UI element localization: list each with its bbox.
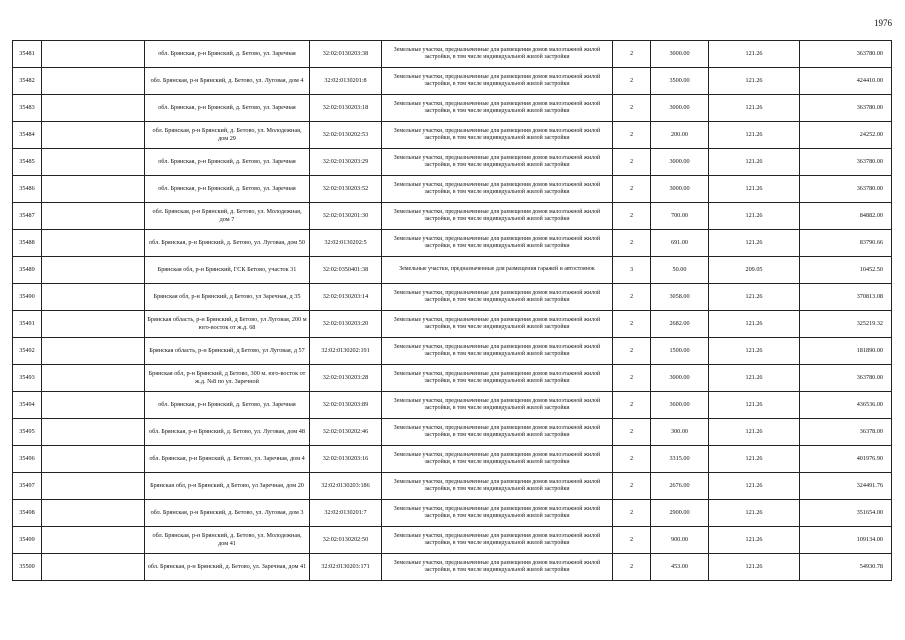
row-area: 691.00 xyxy=(651,230,709,257)
row-id: 35489 xyxy=(13,257,42,284)
row-id: 35495 xyxy=(13,419,42,446)
row-cadastral-number: 32:02:0130203:20 xyxy=(310,311,382,338)
row-cadastral-value: 351654.00 xyxy=(800,500,892,527)
row-cadastral-number: 32:02:0130201:8 xyxy=(310,68,382,95)
row-group: 2 xyxy=(613,176,651,203)
row-land-use: Земельные участки, предназначенные для размещения домов малоэтажной жилой застройки, в том числе индивидуальной жилой застройки xyxy=(382,365,613,392)
row-rate: 121.26 xyxy=(709,284,800,311)
row-id: 35492 xyxy=(13,338,42,365)
row-cadastral-number: 32:02:0130202:5 xyxy=(310,230,382,257)
row-area: 3000.00 xyxy=(651,95,709,122)
row-spacer xyxy=(42,392,145,419)
row-spacer xyxy=(42,95,145,122)
row-cadastral-value: 401976.90 xyxy=(800,446,892,473)
row-cadastral-value: 84882.00 xyxy=(800,203,892,230)
row-rate: 121.26 xyxy=(709,446,800,473)
row-area: 1500.00 xyxy=(651,338,709,365)
table-row xyxy=(13,95,892,122)
row-address: обл. Брянская, р-н Брянский, д. Бетово, ул. Заречная xyxy=(145,41,310,68)
row-cadastral-number: 32:02:0130203:38 xyxy=(310,41,382,68)
row-cadastral-value: 181890.00 xyxy=(800,338,892,365)
table-row xyxy=(13,554,892,581)
row-group: 2 xyxy=(613,554,651,581)
row-cadastral-number: 32:02:0130202:46 xyxy=(310,419,382,446)
row-group: 2 xyxy=(613,68,651,95)
row-land-use: Земельные участки, предназначенные для размещения гаражей и автостоянок xyxy=(382,257,613,284)
row-rate: 121.26 xyxy=(709,392,800,419)
table-row xyxy=(13,122,892,149)
row-id: 35482 xyxy=(13,68,42,95)
row-land-use: Земельные участки, предназначенные для размещения домов малоэтажной жилой застройки, в том числе индивидуальной жилой застройки xyxy=(382,500,613,527)
row-group: 2 xyxy=(613,500,651,527)
row-id: 35491 xyxy=(13,311,42,338)
table-row xyxy=(13,176,892,203)
table-row xyxy=(13,230,892,257)
row-cadastral-value: 10452.50 xyxy=(800,257,892,284)
row-area: 50.00 xyxy=(651,257,709,284)
row-area: 900.00 xyxy=(651,527,709,554)
row-address: обл. Брянская, р-н Брянский, д. Бетово, ул. Заречная xyxy=(145,95,310,122)
row-cadastral-number: 32:02:0130203:16 xyxy=(310,446,382,473)
row-rate: 121.26 xyxy=(709,95,800,122)
row-cadastral-value: 109134.00 xyxy=(800,527,892,554)
row-land-use: Земельные участки, предназначенные для размещения домов малоэтажной жилой застройки, в том числе индивидуальной жилой застройки xyxy=(382,554,613,581)
row-address: Брянская обл, р-н Брянский, ГСК Бетово, участок 31 xyxy=(145,257,310,284)
row-rate: 121.26 xyxy=(709,311,800,338)
row-address: обл. Брянская, р-н Брянский, д. Бетово, ул. Молодежная, дом 29 xyxy=(145,122,310,149)
table-row xyxy=(13,203,892,230)
row-rate: 121.26 xyxy=(709,230,800,257)
row-cadastral-number: 32:02:0130203:18 xyxy=(310,95,382,122)
row-cadastral-value: 24252.00 xyxy=(800,122,892,149)
row-cadastral-value: 370813.08 xyxy=(800,284,892,311)
row-land-use: Земельные участки, предназначенные для размещения домов малоэтажной жилой застройки, в том числе индивидуальной жилой застройки xyxy=(382,230,613,257)
row-cadastral-value: 54930.78 xyxy=(800,554,892,581)
row-group: 2 xyxy=(613,392,651,419)
row-id: 35500 xyxy=(13,554,42,581)
row-spacer xyxy=(42,230,145,257)
row-group: 2 xyxy=(613,149,651,176)
row-cadastral-number: 32:02:0130203:52 xyxy=(310,176,382,203)
row-group: 2 xyxy=(613,419,651,446)
row-spacer xyxy=(42,500,145,527)
row-spacer xyxy=(42,554,145,581)
row-spacer xyxy=(42,311,145,338)
row-land-use: Земельные участки, предназначенные для размещения домов малоэтажной жилой застройки, в том числе индивидуальной жилой застройки xyxy=(382,122,613,149)
row-spacer xyxy=(42,365,145,392)
row-area: 3600.00 xyxy=(651,392,709,419)
row-cadastral-value: 363780.00 xyxy=(800,149,892,176)
row-address: обл. Брянская, р-н Брянский, д. Бетово, ул. Заречная, дом 4 xyxy=(145,446,310,473)
row-spacer xyxy=(42,68,145,95)
row-area: 3000.00 xyxy=(651,365,709,392)
row-spacer xyxy=(42,41,145,68)
row-area: 2676.00 xyxy=(651,473,709,500)
row-area: 3000.00 xyxy=(651,176,709,203)
row-address: обл. Брянская, р-н Брянский, д. Бетово, ул. Молодежная, дом 7 xyxy=(145,203,310,230)
row-land-use: Земельные участки, предназначенные для размещения домов малоэтажной жилой застройки, в том числе индивидуальной жилой застройки xyxy=(382,338,613,365)
row-land-use: Земельные участки, предназначенные для размещения домов малоэтажной жилой застройки, в том числе индивидуальной жилой застройки xyxy=(382,68,613,95)
row-cadastral-value: 363780.00 xyxy=(800,41,892,68)
cadastral-value-table xyxy=(12,40,892,581)
row-cadastral-value: 424410.00 xyxy=(800,68,892,95)
row-id: 35496 xyxy=(13,446,42,473)
row-land-use: Земельные участки, предназначенные для размещения домов малоэтажной жилой застройки, в том числе индивидуальной жилой застройки xyxy=(382,95,613,122)
table-row xyxy=(13,527,892,554)
row-cadastral-number: 32:02:0130203:186 xyxy=(310,473,382,500)
row-rate: 121.26 xyxy=(709,203,800,230)
row-id: 35487 xyxy=(13,203,42,230)
row-rate: 121.26 xyxy=(709,365,800,392)
row-cadastral-value: 325219.32 xyxy=(800,311,892,338)
row-address: Брянская область, р-н Брянский, д Бетово, ул Луговая, д 57 xyxy=(145,338,310,365)
row-spacer xyxy=(42,284,145,311)
row-id: 35481 xyxy=(13,41,42,68)
row-land-use: Земельные участки, предназначенные для размещения домов малоэтажной жилой застройки, в том числе индивидуальной жилой застройки xyxy=(382,446,613,473)
row-group: 2 xyxy=(613,338,651,365)
row-rate: 121.26 xyxy=(709,149,800,176)
row-area: 453.00 xyxy=(651,554,709,581)
row-address: обл. Брянская, р-н Брянский, д. Бетово, ул. Луговая, дом 4 xyxy=(145,68,310,95)
row-area: 3000.00 xyxy=(651,41,709,68)
row-address: обл. Брянская, р-н Брянский, д. Бетово, ул. Заречная, дом 41 xyxy=(145,554,310,581)
row-rate: 121.26 xyxy=(709,176,800,203)
row-group: 2 xyxy=(613,365,651,392)
row-land-use: Земельные участки, предназначенные для размещения домов малоэтажной жилой застройки, в том числе индивидуальной жилой застройки xyxy=(382,176,613,203)
table-row xyxy=(13,365,892,392)
row-land-use: Земельные участки, предназначенные для размещения домов малоэтажной жилой застройки, в том числе индивидуальной жилой застройки xyxy=(382,392,613,419)
row-group: 2 xyxy=(613,284,651,311)
row-id: 35494 xyxy=(13,392,42,419)
row-spacer xyxy=(42,338,145,365)
table-row xyxy=(13,446,892,473)
row-land-use: Земельные участки, предназначенные для размещения домов малоэтажной жилой застройки, в том числе индивидуальной жилой застройки xyxy=(382,311,613,338)
row-rate: 121.26 xyxy=(709,68,800,95)
row-rate: 121.26 xyxy=(709,122,800,149)
table-row xyxy=(13,284,892,311)
row-address: Брянская обл, р-н Брянский, д Бетово, ул Заречная, д 35 xyxy=(145,284,310,311)
row-rate: 121.26 xyxy=(709,338,800,365)
table-row xyxy=(13,392,892,419)
table-row xyxy=(13,500,892,527)
row-group: 2 xyxy=(613,527,651,554)
row-cadastral-number: 32:02:0130201:7 xyxy=(310,500,382,527)
row-area: 3000.00 xyxy=(651,149,709,176)
row-area: 200.00 xyxy=(651,122,709,149)
row-area: 700.00 xyxy=(651,203,709,230)
row-area: 2682.00 xyxy=(651,311,709,338)
row-id: 35499 xyxy=(13,527,42,554)
row-group: 2 xyxy=(613,95,651,122)
row-id: 35486 xyxy=(13,176,42,203)
row-rate: 121.26 xyxy=(709,554,800,581)
row-cadastral-value: 363780.00 xyxy=(800,365,892,392)
table-row xyxy=(13,257,892,284)
row-group: 2 xyxy=(613,446,651,473)
row-address: обл. Брянская, р-н Брянский, д. Бетово, ул. Луговая, дом 48 xyxy=(145,419,310,446)
table-row xyxy=(13,473,892,500)
row-cadastral-number: 32:02:0350401:38 xyxy=(310,257,382,284)
row-rate: 121.26 xyxy=(709,41,800,68)
row-address: Брянская обл, р-н Брянский, д Бетово, 300 м. юго-восток от ж.д. №8 по ул. Заречной xyxy=(145,365,310,392)
row-group: 2 xyxy=(613,41,651,68)
row-area: 2900.00 xyxy=(651,500,709,527)
row-address: обл. Брянская, р-н Брянский, д. Бетово, ул. Заречная xyxy=(145,392,310,419)
row-rate: 209.05 xyxy=(709,257,800,284)
row-cadastral-number: 32:02:0130203:14 xyxy=(310,284,382,311)
row-cadastral-value: 83790.66 xyxy=(800,230,892,257)
row-cadastral-number: 32:02:0130202:50 xyxy=(310,527,382,554)
row-address: обл. Брянская, р-н Брянский, д. Бетово, ул. Луговая, дом 50 xyxy=(145,230,310,257)
row-cadastral-value: 363780.00 xyxy=(800,95,892,122)
row-cadastral-number: 32:02:0130202:191 xyxy=(310,338,382,365)
row-cadastral-number: 32:02:0130203:29 xyxy=(310,149,382,176)
row-cadastral-number: 32:02:0130203:28 xyxy=(310,365,382,392)
row-spacer xyxy=(42,419,145,446)
row-id: 35488 xyxy=(13,230,42,257)
row-rate: 121.26 xyxy=(709,419,800,446)
row-cadastral-number: 32:02:0130203:171 xyxy=(310,554,382,581)
table-row xyxy=(13,311,892,338)
row-land-use: Земельные участки, предназначенные для размещения домов малоэтажной жилой застройки, в том числе индивидуальной жилой застройки xyxy=(382,203,613,230)
row-group: 2 xyxy=(613,230,651,257)
row-id: 35497 xyxy=(13,473,42,500)
row-group: 2 xyxy=(613,122,651,149)
row-cadastral-value: 324491.76 xyxy=(800,473,892,500)
row-id: 35498 xyxy=(13,500,42,527)
row-id: 35485 xyxy=(13,149,42,176)
table-row xyxy=(13,338,892,365)
table-row xyxy=(13,149,892,176)
row-id: 35493 xyxy=(13,365,42,392)
row-rate: 121.26 xyxy=(709,500,800,527)
row-land-use: Земельные участки, предназначенные для размещения домов малоэтажной жилой застройки, в том числе индивидуальной жилой застройки xyxy=(382,284,613,311)
row-spacer xyxy=(42,203,145,230)
table-row xyxy=(13,41,892,68)
row-area: 3058.00 xyxy=(651,284,709,311)
row-id: 35483 xyxy=(13,95,42,122)
row-spacer xyxy=(42,527,145,554)
row-spacer xyxy=(42,176,145,203)
row-cadastral-value: 436536.00 xyxy=(800,392,892,419)
row-cadastral-number: 32:02:0130203:89 xyxy=(310,392,382,419)
row-spacer xyxy=(42,446,145,473)
row-id: 35484 xyxy=(13,122,42,149)
row-id: 35490 xyxy=(13,284,42,311)
row-address: обл. Брянская, р-н Брянский, д. Бетово, ул. Луговая, дом 3 xyxy=(145,500,310,527)
row-area: 3500.00 xyxy=(651,68,709,95)
row-address: Брянская обл, р-н Брянский, д Бетово, ул Заречная, дом 20 xyxy=(145,473,310,500)
row-group: 2 xyxy=(613,203,651,230)
row-address: Брянская область, р-н Брянский, д Бетово, ул Луговая, 200 м юго-восток от ж.д. 68 xyxy=(145,311,310,338)
row-spacer xyxy=(42,257,145,284)
row-address: обл. Брянская, р-н Брянский, д. Бетово, ул. Заречная xyxy=(145,176,310,203)
row-cadastral-number: 32:02:0130201:30 xyxy=(310,203,382,230)
row-land-use: Земельные участки, предназначенные для размещения домов малоэтажной жилой застройки, в том числе индивидуальной жилой застройки xyxy=(382,473,613,500)
row-land-use: Земельные участки, предназначенные для размещения домов малоэтажной жилой застройки, в том числе индивидуальной жилой застройки xyxy=(382,149,613,176)
row-spacer xyxy=(42,473,145,500)
row-cadastral-value: 36378.00 xyxy=(800,419,892,446)
page-number: 1976 xyxy=(874,18,892,28)
table-row xyxy=(13,419,892,446)
row-spacer xyxy=(42,122,145,149)
row-rate: 121.26 xyxy=(709,527,800,554)
row-cadastral-number: 32:02:0130202:53 xyxy=(310,122,382,149)
row-group: 3 xyxy=(613,257,651,284)
row-address: обл. Брянская, р-н Брянский, д. Бетово, ул. Молодежная, дом 41 xyxy=(145,527,310,554)
row-spacer xyxy=(42,149,145,176)
row-area: 3315.00 xyxy=(651,446,709,473)
row-group: 2 xyxy=(613,473,651,500)
row-address: обл. Брянская, р-н Брянский, д. Бетово, ул. Заречная xyxy=(145,149,310,176)
row-land-use: Земельные участки, предназначенные для размещения домов малоэтажной жилой застройки, в том числе индивидуальной жилой застройки xyxy=(382,419,613,446)
row-area: 300.00 xyxy=(651,419,709,446)
row-group: 2 xyxy=(613,311,651,338)
table-row xyxy=(13,68,892,95)
row-land-use: Земельные участки, предназначенные для размещения домов малоэтажной жилой застройки, в том числе индивидуальной жилой застройки xyxy=(382,527,613,554)
row-land-use: Земельные участки, предназначенные для размещения домов малоэтажной жилой застройки, в том числе индивидуальной жилой застройки xyxy=(382,41,613,68)
row-rate: 121.26 xyxy=(709,473,800,500)
row-cadastral-value: 363780.00 xyxy=(800,176,892,203)
